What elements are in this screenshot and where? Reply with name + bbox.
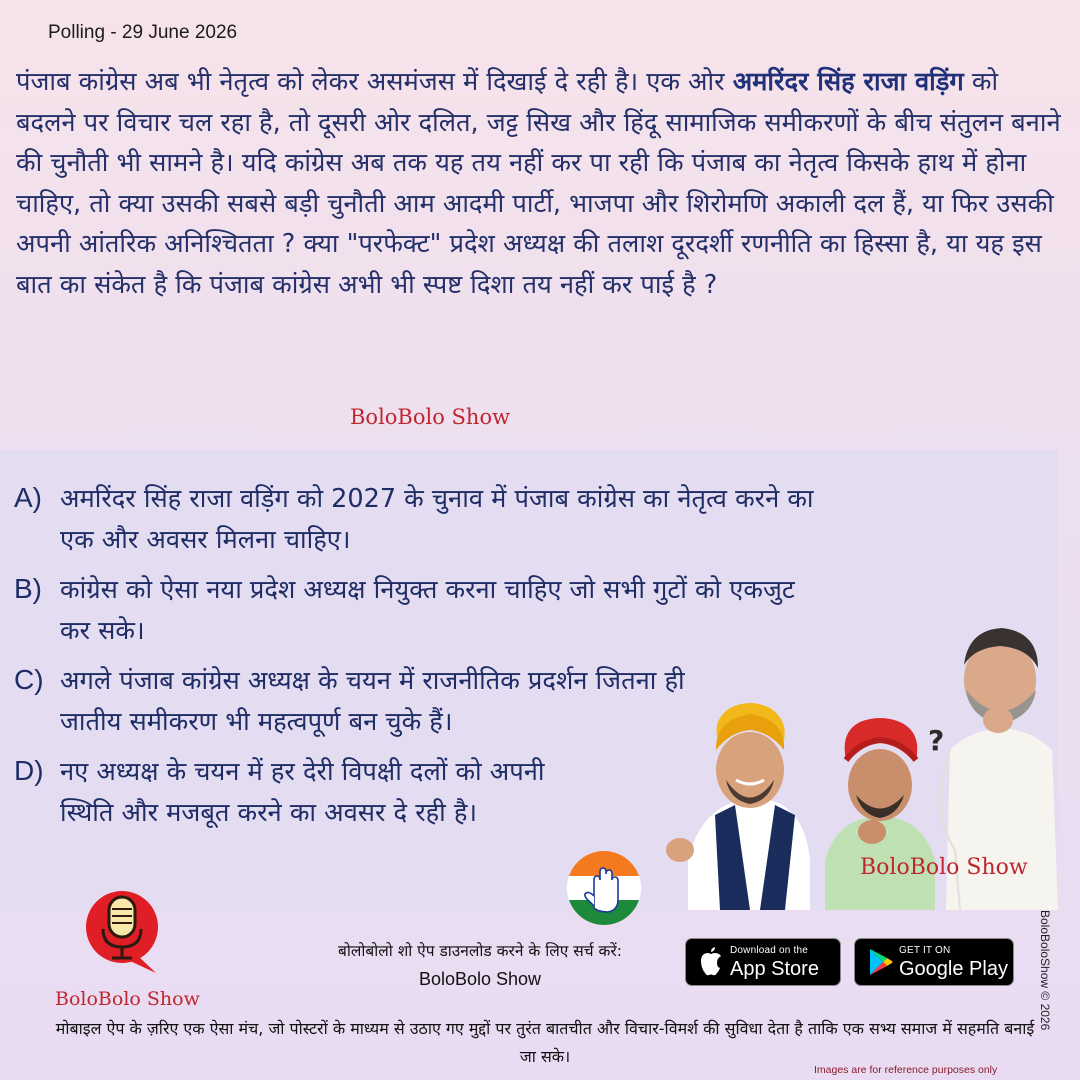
question-highlight-name: अमरिंदर सिंह राजा वड़िंग xyxy=(732,67,964,97)
poll-question xyxy=(16,62,1061,305)
google-play-button[interactable] xyxy=(854,938,1014,986)
google-play-label: Google Play xyxy=(899,957,1008,980)
download-line-1: बोलोबोलो शो ऐप डाउनलोड करने के लिए सर्च करें: xyxy=(338,942,622,960)
option-text-line1: अगले पंजाब कांग्रेस अध्यक्ष के चयन में राजनीतिक प्रदर्शन जितना ही xyxy=(60,666,685,696)
app-store-small-label: Download on the xyxy=(730,944,809,956)
download-line-2: BoloBolo Show xyxy=(418,969,542,989)
apple-icon xyxy=(698,947,724,977)
option-letter: C) xyxy=(14,664,44,695)
app-store-label: App Store xyxy=(730,957,819,980)
brand-name: BoloBolo Show xyxy=(55,988,200,1010)
question-part-2: को बदलने पर विचार चल रहा है, तो दूसरी ओर दलित, जट्ट सिख और हिंदू सामाजिक समीकरणों के बीच संतुलन बनाने की चुनौती भी सामने है। यदि कांग्रेस अब तक यह तय नहीं कर पा रही कि पंजाब का नेतृत्व किसके हाथ में होना चाहिए, तो क्या उसकी सबसे बड़ी चुनौती आम आदमी पार्टी, भाजपा और शिरोमणि अकाली दल हैं, या फिर उसकी अपनी आंतरिक अनिश्चितता ? क्या "परफेक्ट" प्रदेश अध्यक्ष की तलाश दूरदर्शी रणनीति का हिस्सा है, या यह इस बात का संकेत है कि पंजाब कांग्रेस अभी भी स्पष्ट दिशा तय नहीं कर पाई है ? xyxy=(16,67,1061,300)
question-part-1: पंजाब कांग्रेस अब भी नेतृत्व को लेकर असमंजस में दिखाई दे रही है। एक ओर xyxy=(16,67,733,97)
app-store-button[interactable] xyxy=(685,938,841,986)
option-text-line2: कर सके। xyxy=(60,615,145,646)
poll-date: Polling - 29 June 2026 xyxy=(48,22,238,43)
copyright-text: BoloBoloShow © 2026 xyxy=(1038,910,1052,1031)
option-a[interactable] xyxy=(14,478,1014,560)
download-instructions xyxy=(300,937,660,993)
leader-figure-1 xyxy=(666,703,810,910)
option-letter: D) xyxy=(14,755,44,786)
option-letter: A) xyxy=(14,482,42,513)
option-text-line2: स्थिति और मजबूत करने का अवसर दे रही है। xyxy=(60,797,478,828)
option-d[interactable] xyxy=(14,751,714,833)
option-text-line2: जातीय समीकरण भी महत्वपूर्ण बन चुके हैं। xyxy=(60,706,453,737)
option-text-line1: कांग्रेस को ऐसा नया प्रदेश अध्यक्ष नियुक्त करना चाहिए जो सभी गुटों को एकजुट xyxy=(60,575,795,605)
option-letter: B) xyxy=(14,573,42,604)
illustration-watermark: BoloBolo Show xyxy=(860,855,1028,880)
congress-hand-logo xyxy=(566,850,642,926)
google-play-small-label: GET IT ON xyxy=(899,944,951,956)
google-play-icon xyxy=(867,947,893,977)
option-text-line2: एक और अवसर मिलना चाहिए। xyxy=(60,524,351,555)
footer-description: मोबाइल ऐप के ज़रिए एक ऐसा मंच, जो पोस्टरों के माध्यम से उठाए गए मुद्दों पर तुरंत बातचीत और विचार-विमर्श की सुविधा देता है ताकि एक सभ्य समाज में सहमति बनाई जा सके। xyxy=(55,1019,1035,1066)
podcast-mic-icon xyxy=(82,885,162,977)
watermark-brand: BoloBolo Show xyxy=(350,405,511,429)
image-disclaimer: Images are for reference purposes only xyxy=(814,1064,998,1076)
option-text-line1: अमरिंदर सिंह राजा वड़िंग को 2027 के चुनाव में पंजाब कांग्रेस का नेतृत्व करने का xyxy=(60,484,814,514)
option-text-line1: नए अध्यक्ष के चयन में हर देरी विपक्षी दलों को अपनी xyxy=(60,757,545,787)
svg-text:?: ? xyxy=(928,724,945,757)
copyright-vertical xyxy=(1038,910,1068,1060)
leader-figure-2 xyxy=(825,718,935,910)
